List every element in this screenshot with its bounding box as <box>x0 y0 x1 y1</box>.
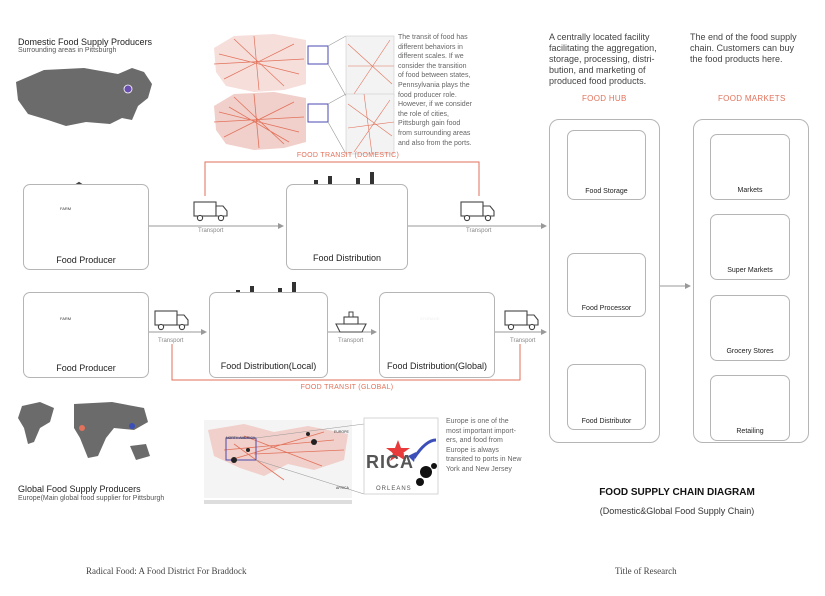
domestic-network-map-2 <box>214 92 394 154</box>
domestic-note: The transit of food has different behaviors in different scales. If we consider the transition of food between states, Pennsylvania plays the food producer role. However, if we consider the role of cities, Pittsburgh gain food from surrounding areas and also from the ports. <box>398 34 472 147</box>
domestic-network-map-1 <box>214 34 394 96</box>
hub-description: A centrally located facility facilitating the aggregation, storage, processing, distri- bution, and marketing of produced food products. <box>549 32 657 86</box>
footer-right: Title of Research <box>615 566 677 576</box>
us-map <box>16 68 152 126</box>
map-label-europe: EUROPE <box>334 430 349 434</box>
global-title: Global Food Supply Producers <box>18 484 141 494</box>
domestic-producer-box <box>23 184 149 270</box>
domestic-transport-label-1: Transport <box>198 228 224 234</box>
map-label-orleans: ORLEANS <box>376 486 412 492</box>
global-farm-sign: FARM <box>60 316 72 321</box>
domestic-transit-label: FOOD TRANSIT (DOMESTIC) <box>296 152 400 159</box>
map-label-north-america: NORTH AMERICA <box>226 436 256 440</box>
market-item-retailing-label: Retailing <box>736 428 764 435</box>
footer-left: Radical Food: A Food District For Braddock <box>86 566 247 576</box>
map-label-africa: AFRICA <box>336 486 349 490</box>
domestic-title: Domestic Food Supply Producers <box>18 37 153 47</box>
world-map <box>18 402 150 460</box>
domestic-producer-label: Food Producer <box>56 255 116 265</box>
domestic-distribution-box <box>286 184 408 270</box>
global-transport-label-1: Transport <box>158 338 184 344</box>
hub-item-processor-label: Food Processor <box>581 305 632 312</box>
diagram-subtitle: (Domestic&Global Food Supply Chain) <box>599 506 755 516</box>
markets-description: The end of the food supply chain. Customers can buy the food products here. <box>690 32 797 64</box>
global-dist-global-box <box>379 292 495 378</box>
global-subtitle: Europe(Main global food supplier for Pittsburgh <box>18 495 165 502</box>
global-note: Europe is one of the most important import- ers, and food from Europe is always transited to ports in New York and New Jersey <box>446 418 522 473</box>
global-transport-label-2: Transport <box>338 338 364 344</box>
hub-item-storage <box>567 130 646 200</box>
market-item-supermarkets-label: Super Markets <box>727 267 773 274</box>
market-item-markets <box>710 134 790 200</box>
domestic-transport-label-2: Transport <box>466 228 492 234</box>
hub-item-storage-label: Food Storage <box>585 188 628 195</box>
domestic-subtitle: Surrounding areas in Pittsburgh <box>18 47 117 54</box>
markets-heading: FOOD MARKETS <box>718 94 786 103</box>
hub-item-distributor-label: Food Distributor <box>581 418 632 425</box>
map-label-rica: RICA <box>366 452 414 472</box>
market-item-grocery <box>710 295 790 361</box>
market-item-markets-label: Markets <box>737 187 763 194</box>
global-producer-box <box>23 292 149 378</box>
market-item-retailing <box>710 375 790 441</box>
global-dist-global-label: Food Distribution(Global) <box>386 361 488 371</box>
global-transit-label: FOOD TRANSIT (GLOBAL) <box>300 384 394 391</box>
domestic-farm-sign: FARM <box>60 206 72 211</box>
global-producer-label: Food Producer <box>56 363 116 373</box>
global-dist-local-label: Food Distribution(Local) <box>220 361 317 371</box>
hub-heading: FOOD HUB <box>582 94 627 103</box>
global-dist-local-box <box>209 292 328 378</box>
market-item-grocery-label: Grocery Stores <box>726 348 774 355</box>
domestic-distribution-label: Food Distribution <box>312 253 382 263</box>
hub-item-processor <box>567 253 646 317</box>
global-storage-sign: STORAGE <box>420 316 440 321</box>
diagram-title: FOOD SUPPLY CHAIN DIAGRAM <box>599 487 755 498</box>
market-item-supermarkets <box>710 214 790 280</box>
global-transport-label-3: Transport <box>510 338 536 344</box>
hub-item-distributor <box>567 364 646 430</box>
